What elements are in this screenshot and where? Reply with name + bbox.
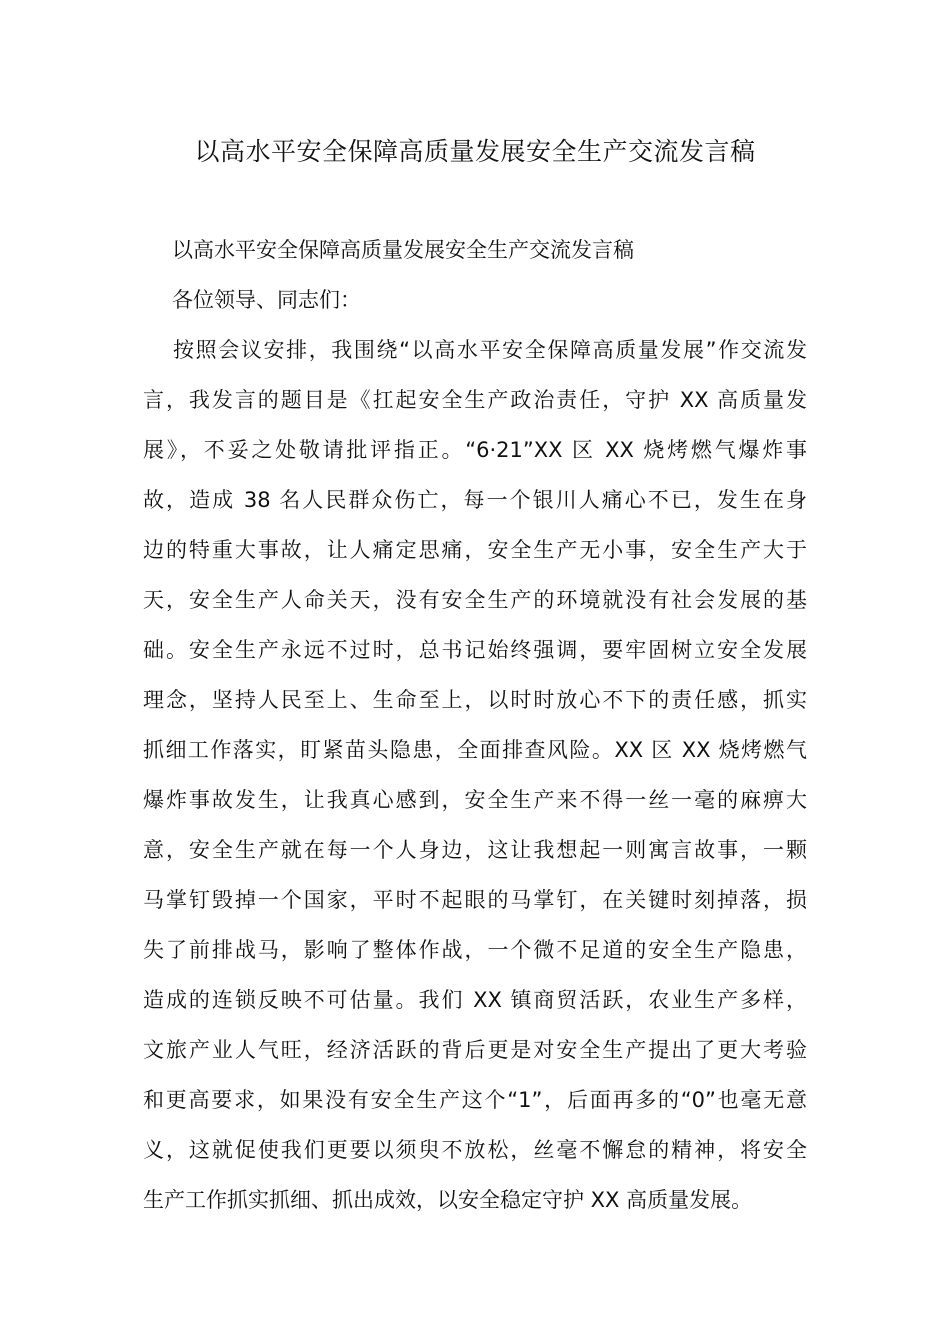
- body-line: 抓细工作落实，盯紧苗头隐患，全面排查风险。XX 区 XX 烧烤燃气: [143, 738, 807, 762]
- body-line: 文旅产业人气旺，经济活跃的背后更是对安全生产提出了更大考验: [143, 1038, 807, 1062]
- body-line: 故，造成 38 名人民群众伤亡，每一个银川人痛心不已，发生在身: [143, 488, 807, 512]
- document-subtitle: 以高水平安全保障高质量发展安全生产交流发言稿: [172, 238, 634, 262]
- body-line: 天，安全生产人命关天，没有安全生产的环境就没有社会发展的基: [143, 588, 807, 612]
- body-line: 边的特重大事故，让人痛定思痛，安全生产无小事，安全生产大于: [143, 538, 807, 562]
- body-line: 爆炸事故发生，让我真心感到，安全生产来不得一丝一毫的麻痹大: [143, 788, 807, 812]
- body-line: 言，我发言的题目是《扛起安全生产政治责任，守护 XX 高质量发: [143, 388, 807, 412]
- body-line: 和更高要求，如果没有安全生产这个“1”，后面再多的“0”也毫无意: [143, 1088, 807, 1112]
- body-line: 按照会议安排，我围绕“以高水平安全保障高质量发展”作交流发: [173, 338, 807, 362]
- body-line: 生产工作抓实抓细、抓出成效，以安全稳定守护 XX 高质量发展。: [143, 1188, 753, 1212]
- body-paragraph: [143, 332, 807, 1232]
- body-line: 理念，坚持人民至上、生命至上，以时时放心不下的责任感，抓实: [143, 688, 807, 712]
- body-line: 义，这就促使我们更要以须臾不放松，丝毫不懈怠的精神，将安全: [143, 1138, 807, 1162]
- body-line: 展》，不妥之处敬请批评指正。“6·21”XX 区 XX 烧烤燃气爆炸事: [143, 438, 807, 462]
- body-line: 马掌钉毁掉一个国家，平时不起眼的马掌钉，在关键时刻掉落，损: [143, 888, 807, 912]
- body-line: 造成的连锁反映不可估量。我们 XX 镇商贸活跃，农业生产多样，: [143, 988, 807, 1012]
- body-line: 失了前排战马，影响了整体作战，一个微不足道的安全生产隐患，: [143, 938, 807, 962]
- body-line: 础。安全生产永远不过时，总书记始终强调，要牢固树立安全发展: [143, 638, 807, 662]
- body-line: 意，安全生产就在每一个人身边，这让我想起一则寓言故事，一颗: [143, 838, 807, 862]
- salutation: 各位领导、同志们：: [172, 288, 361, 312]
- document-title: 以高水平安全保障高质量发展安全生产交流发言稿: [194, 137, 756, 166]
